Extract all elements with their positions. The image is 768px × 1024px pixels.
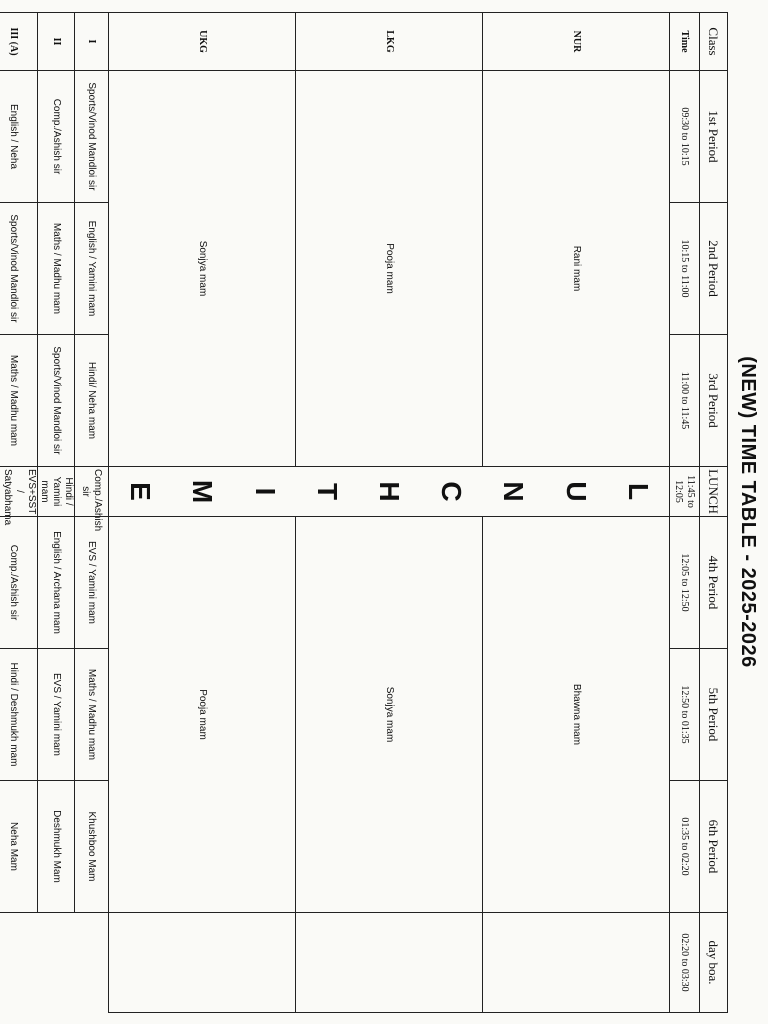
time-lunch: 11:45 to 12:05 xyxy=(670,467,700,517)
header-period-6: 6th Period xyxy=(700,781,728,913)
time-period-1: 09:30 to 10:15 xyxy=(670,71,700,203)
period-cell: English / Archana mam xyxy=(38,517,75,649)
ukg-before-lunch: Sonjya mam xyxy=(109,71,296,467)
class-row xyxy=(38,13,75,1013)
period-cell: Hindi / Deshmukh mam xyxy=(0,649,38,781)
header-period-2: 2nd Period xyxy=(700,203,728,335)
nur-before-lunch: Rani mam xyxy=(483,71,670,467)
header-class: Class xyxy=(700,13,728,71)
period-cell: EVS+SST / Satyabhama xyxy=(0,467,38,517)
ukg-after-lunch: Pooja mam xyxy=(109,517,296,913)
class-label: I xyxy=(75,13,109,71)
lunch-letter: N xyxy=(498,481,530,502)
header-row xyxy=(700,13,728,1013)
nur-day-boarding xyxy=(483,913,670,1013)
period-cell: Comp./Ashish sir xyxy=(75,467,109,517)
class-row xyxy=(0,13,38,1013)
header-period-4: 4th Period xyxy=(700,517,728,649)
period-cell: Maths / Madhu mam xyxy=(0,335,38,467)
lunch-letter: I xyxy=(249,487,281,496)
lkg-before-lunch: Pooja mam xyxy=(296,71,483,467)
lunch-letter: H xyxy=(374,481,406,502)
time-period-5: 12:50 to 01:35 xyxy=(670,649,700,781)
day-boarding-cell: Khushboo Mam xyxy=(75,781,109,913)
header-period-3: 3rd Period xyxy=(700,335,728,467)
header-period-1: 1st Period xyxy=(700,71,728,203)
period-cell: English / Neha xyxy=(0,71,38,203)
ukg-day-boarding xyxy=(109,913,296,1013)
period-cell: Comp./Ashish sir xyxy=(0,517,38,649)
class-row-nur xyxy=(483,13,670,1013)
header-day-boarding: day boa. xyxy=(700,913,728,1013)
class-label: LKG xyxy=(296,13,483,71)
time-period-4: 12:05 to 12:50 xyxy=(670,517,700,649)
lunch-letter: L xyxy=(622,482,654,501)
period-cell: Hindi / Yamini mam xyxy=(38,467,75,517)
period-cell: Sports/Vinod Mandloi sir xyxy=(38,335,75,467)
class-row xyxy=(75,13,109,1013)
nur-after-lunch: Bhawna mam xyxy=(483,517,670,913)
time-period-3: 11:00 to 11:45 xyxy=(670,335,700,467)
lunch-letter: E xyxy=(125,482,157,501)
period-cell: Hindi/ Neha mam xyxy=(75,335,109,467)
class-label: NUR xyxy=(483,13,670,71)
class-label: II xyxy=(38,13,75,71)
time-period-6: 01:35 to 02:20 xyxy=(670,781,700,913)
period-cell: English / Yamini mam xyxy=(75,203,109,335)
lunch-letter: U xyxy=(560,481,592,502)
lunch-letter: T xyxy=(311,482,343,501)
page-title: (NEW) TIME TABLE - 2025-2026 xyxy=(737,356,759,668)
period-cell: EVS / Yamini mam xyxy=(38,649,75,781)
lunch-letter: C xyxy=(436,481,468,502)
period-cell: Comp./Ashish sir xyxy=(38,71,75,203)
header-lunch: LUNCH xyxy=(700,467,728,517)
class-label: UKG xyxy=(109,13,296,71)
period-cell: Sports/Vinod Mandloi sir xyxy=(0,203,38,335)
day-boarding-cell: Deshmukh Mam xyxy=(38,781,75,913)
time-row xyxy=(670,13,700,1013)
lkg-after-lunch: Sonjya mam xyxy=(296,517,483,913)
timetable xyxy=(0,12,728,1013)
lkg-day-boarding xyxy=(296,913,483,1013)
header-period-5: 5th Period xyxy=(700,649,728,781)
lunch-letter: M xyxy=(187,479,219,504)
time-label: Time xyxy=(670,13,700,71)
period-cell: Maths / Madhu mam xyxy=(75,649,109,781)
lunch-time-letters xyxy=(109,469,669,514)
time-period-2: 10:15 to 11:00 xyxy=(670,203,700,335)
period-cell: Maths / Madhu mam xyxy=(38,203,75,335)
time-day-boarding: 02:20 to 03:30 xyxy=(670,913,700,1013)
period-cell: Sports/Vinod Mandloi sir xyxy=(75,71,109,203)
day-boarding-cell: Neha Mam xyxy=(0,781,38,913)
period-cell: EVS / Yamini mam xyxy=(75,517,109,649)
lunch-column xyxy=(109,467,670,517)
class-label: III (A) xyxy=(0,13,38,71)
